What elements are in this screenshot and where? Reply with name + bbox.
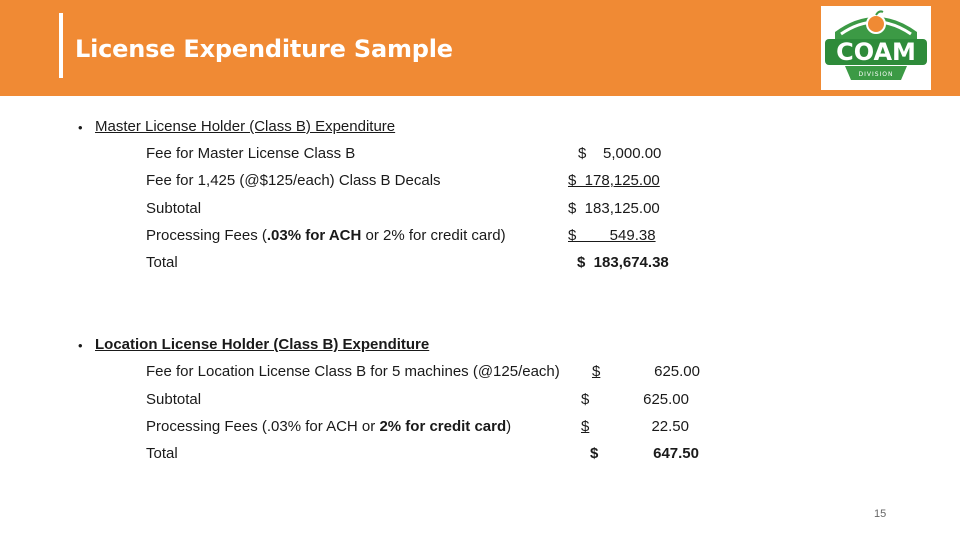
row-amount-total: $ 183,674.38 [577, 254, 669, 271]
section-heading-master: Master License Holder (Class B) Expenditure [95, 118, 396, 135]
row-amount: $ 178,125.00 [568, 172, 660, 189]
row-label: Total [146, 445, 178, 462]
svg-text:DIVISION: DIVISION [858, 71, 894, 78]
section-heading-location: Location License Holder (Class B) Expenditure [95, 336, 430, 353]
row-label-processing: Processing Fees (.03% for ACH or 2% for credit card) [146, 227, 506, 244]
coam-logo [821, 6, 931, 90]
row-label: Fee for 1,425 (@$125/each) Class B Decals [146, 172, 441, 189]
title-accent-bar [59, 13, 63, 78]
svg-text:COAM: COAM [836, 38, 916, 66]
page-number: 15 [874, 508, 887, 520]
row-label-processing: Processing Fees (.03% for ACH or 2% for credit card) [146, 418, 512, 435]
coam-logo-icon [821, 6, 931, 90]
row-amount: $ 625.00 [581, 391, 689, 408]
row-amount: $ 625.00 [592, 363, 700, 380]
title-banner [0, 0, 960, 96]
row-amount: $ 5,000.00 [578, 145, 662, 162]
row-amount: $ 549.38 [568, 227, 656, 244]
row-amount: $ 22.50 [581, 418, 689, 435]
row-label: Fee for Master License Class B [146, 145, 356, 162]
page-title: License Expenditure Sample [75, 35, 453, 63]
bullet-icon: • [78, 338, 83, 353]
row-amount: $ 183,125.00 [568, 200, 660, 217]
row-label: Total [146, 254, 178, 271]
row-label: Subtotal [146, 391, 202, 408]
row-amount-total: $ 647.50 [590, 445, 699, 462]
row-label: Subtotal [146, 200, 202, 217]
row-label: Fee for Location License Class B for 5 machines (@125/each) [146, 363, 560, 380]
bullet-icon: • [78, 120, 83, 135]
